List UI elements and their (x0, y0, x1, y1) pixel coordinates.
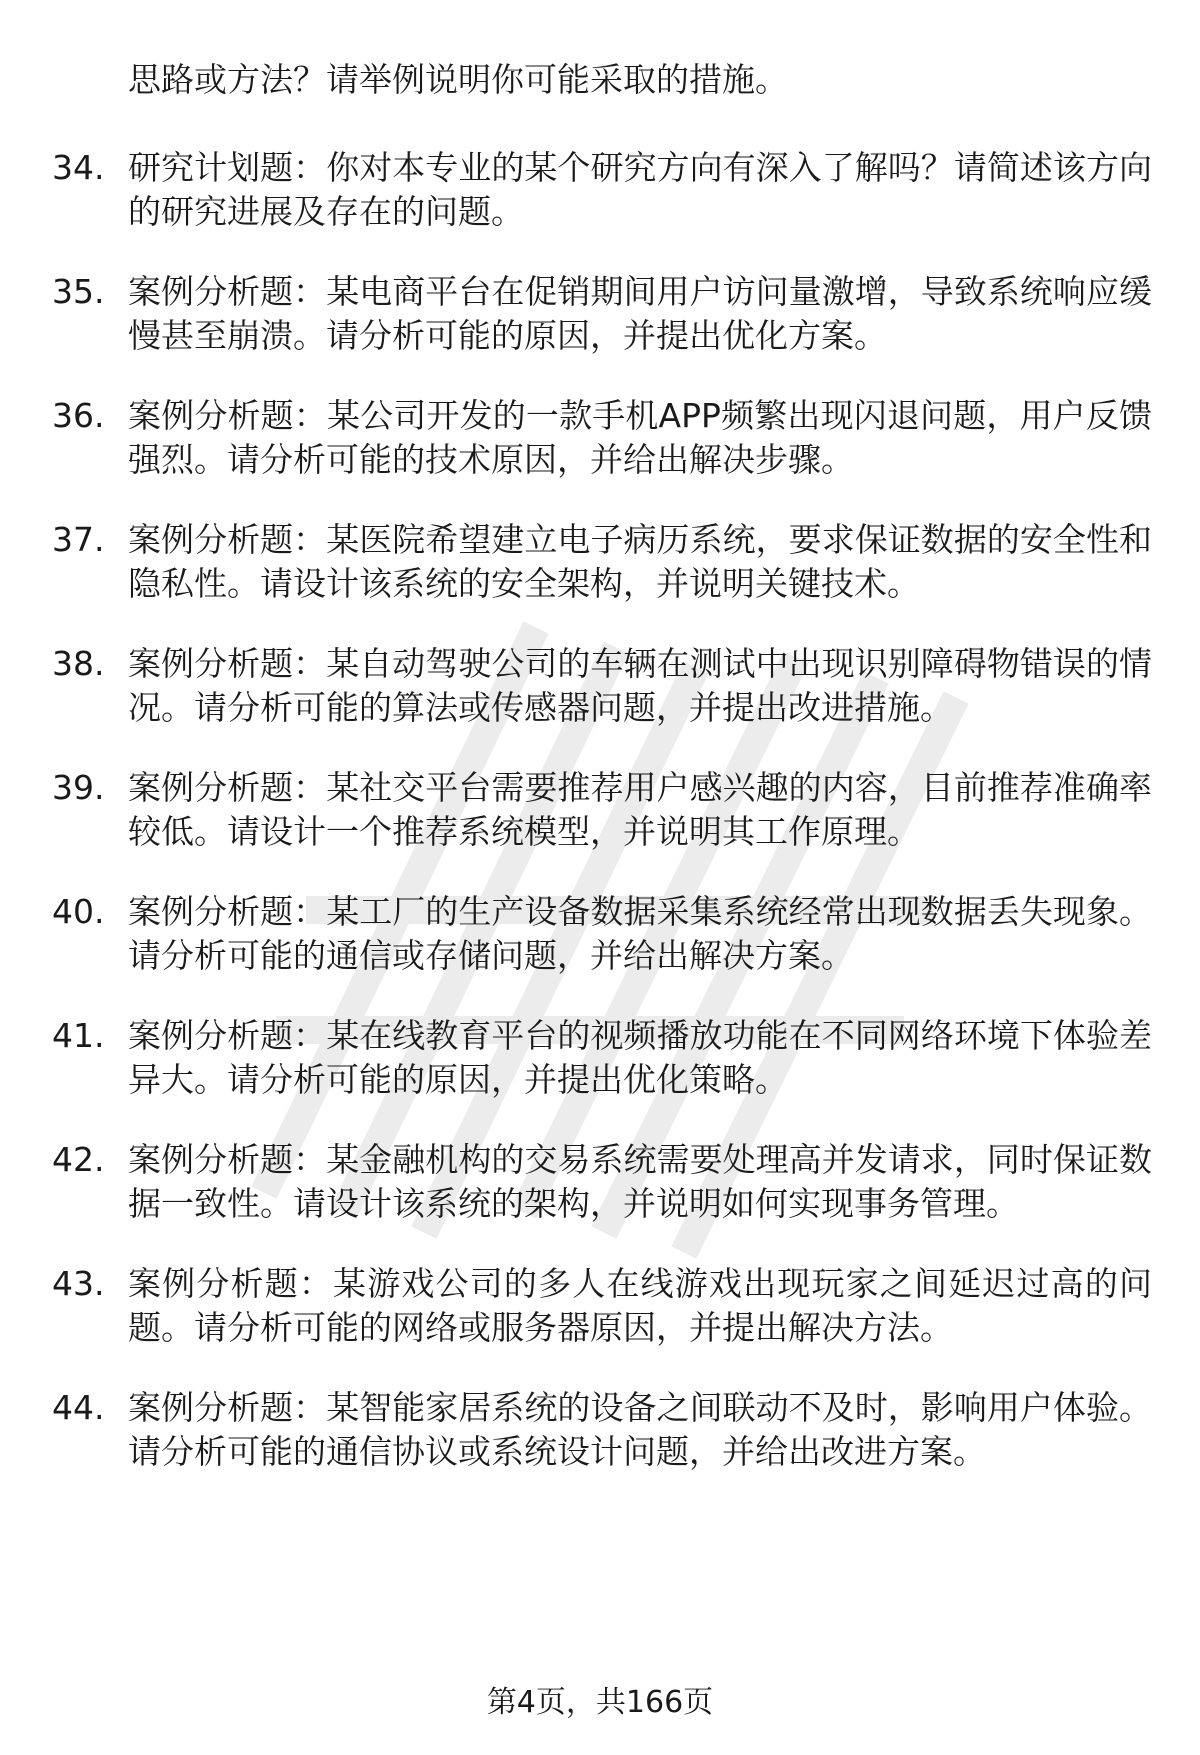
continuation-text: 思路或方法？请举例说明你可能采取的措施。 (128, 60, 788, 99)
question-text: 案例分析题：某在线教育平台的视频播放功能在不同网络环境下体验差异大。请分析可能的原因，并提出优化策略。 (128, 1016, 1152, 1099)
question-item (52, 394, 1152, 482)
question-item (52, 1262, 1152, 1350)
question-number: 36. (52, 396, 105, 435)
question-item (52, 1386, 1152, 1474)
question-number: 41. (52, 1016, 105, 1055)
question-item (52, 1014, 1152, 1102)
question-text: 案例分析题：某自动驾驶公司的车辆在测试中出现识别障碍物错误的情况。请分析可能的算法或传感器问题，并提出改进措施。 (128, 644, 1152, 727)
question-text: 案例分析题：某公司开发的一款手机APP频繁出现闪退问题，用户反馈强烈。请分析可能的技术原因，并给出解决步骤。 (128, 396, 1152, 479)
question-text: 案例分析题：某游戏公司的多人在线游戏出现玩家之间延迟过高的问题。请分析可能的网络或服务器原因，并提出解决方法。 (128, 1264, 1152, 1347)
page-footer: 第4页，共166页 (486, 1685, 714, 1720)
question-text: 案例分析题：某社交平台需要推荐用户感兴趣的内容，目前推荐准确率较低。请设计一个推荐系统模型，并说明其工作原理。 (128, 768, 1152, 851)
question-item (52, 1138, 1152, 1226)
question-text: 案例分析题：某金融机构的交易系统需要处理高并发请求，同时保证数据一致性。请设计该系统的架构，并说明如何实现事务管理。 (128, 1140, 1152, 1223)
question-text: 研究计划题：你对本专业的某个研究方向有深入了解吗？请简述该方向的研究进展及存在的问题。 (128, 148, 1152, 231)
question-list (52, 146, 1152, 1510)
question-number: 43. (52, 1264, 105, 1303)
question-number: 37. (52, 520, 105, 559)
question-item (52, 642, 1152, 730)
question-item (52, 146, 1152, 234)
question-item (52, 270, 1152, 358)
question-text: 案例分析题：某电商平台在促销期间用户访问量激增，导致系统响应缓慢甚至崩溃。请分析可能的原因，并提出优化方案。 (128, 272, 1152, 355)
question-number: 44. (52, 1388, 105, 1427)
question-item (52, 518, 1152, 606)
question-number: 38. (52, 644, 105, 683)
question-number: 34. (52, 148, 105, 187)
question-number: 39. (52, 768, 105, 807)
question-number: 40. (52, 892, 105, 931)
question-item (52, 766, 1152, 854)
question-text: 案例分析题：某工厂的生产设备数据采集系统经常出现数据丢失现象。请分析可能的通信或存储问题，并给出解决方案。 (128, 892, 1152, 975)
question-number: 42. (52, 1140, 105, 1179)
question-number: 35. (52, 272, 105, 311)
question-item (52, 890, 1152, 978)
question-text: 案例分析题：某医院希望建立电子病历系统，要求保证数据的安全性和隐私性。请设计该系统的安全架构，并说明关键技术。 (128, 520, 1152, 603)
question-text: 案例分析题：某智能家居系统的设备之间联动不及时，影响用户体验。请分析可能的通信协议或系统设计问题，并给出改进方案。 (128, 1388, 1152, 1471)
